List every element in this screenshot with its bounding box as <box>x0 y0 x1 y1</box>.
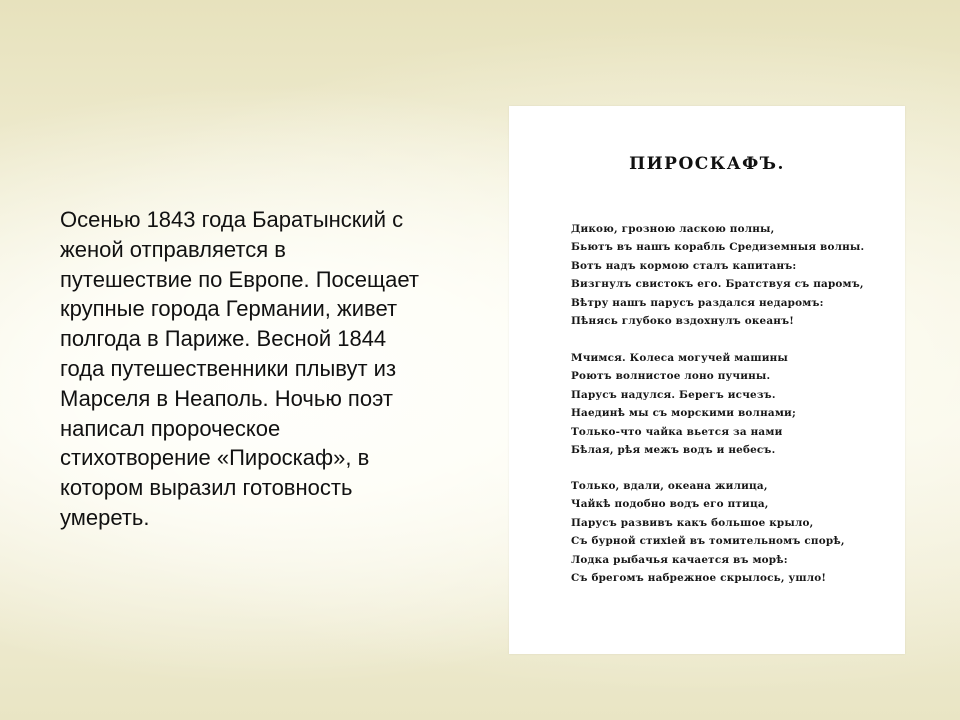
poem-line: Мчимся. Колеса могучей машины <box>571 352 789 364</box>
poem-line: Дикою, грозною ласкою полны, <box>571 223 775 235</box>
poem-line: Вотъ надъ кормою сталъ капитанъ: <box>571 259 797 272</box>
poem-line: Пѣнясь глубоко вздохнулъ океанъ! <box>571 315 795 328</box>
poem-stanza-2 <box>571 349 871 459</box>
poem-line: Наединѣ мы съ морскими волнами; <box>571 407 796 420</box>
poem-title: ПИРОСКАФЪ. <box>629 154 785 174</box>
poem-line: Бьютъ въ нашъ корабль Средиземныя волны. <box>571 241 865 254</box>
poem-line: Роютъ волнистое лоно пучины. <box>571 370 771 383</box>
poem-line: Только, вдали, океана жилица, <box>571 480 768 492</box>
poem-line: Визгнулъ свистокъ его. Братствуя съ паромъ, <box>571 278 864 291</box>
poem-line: Вѣтру нашъ парусъ раздался недаромъ: <box>571 296 824 309</box>
poem-line: Парусъ надулся. Берегъ исчезъ. <box>571 388 776 401</box>
poem-line: Съ бурной стихіей въ томительномъ спорѣ, <box>571 535 845 548</box>
poem-line: Чайкѣ подобно водъ его птица, <box>571 498 769 511</box>
body-text: Осенью 1843 года Баратынский с женой отправляется в путешествие по Европе. Посещает крупные города Германии, живет полгода в Париже. Весной 1844 года путешественники плывут из Марселя в Неаполь. Ночью поэт написал пророческое стихотворение «Пироскаф», в котором выразил готовность умереть. <box>60 207 419 530</box>
poem-line: Бѣлая, рѣя межъ водъ и небесъ. <box>571 444 776 457</box>
poem-line: Парусъ развивъ какъ большое крыло, <box>571 516 814 529</box>
poem-stanza-1 <box>571 220 871 330</box>
poem-line: Только-что чайка вьется за нами <box>571 425 783 438</box>
poem-line: Съ брегомъ набрежное скрылось, ушло! <box>571 572 827 585</box>
poem-line: Лодка рыбачья качается въ морѣ: <box>571 553 788 566</box>
poem-stanza-3 <box>571 477 871 587</box>
poem-page-scan <box>509 106 905 654</box>
